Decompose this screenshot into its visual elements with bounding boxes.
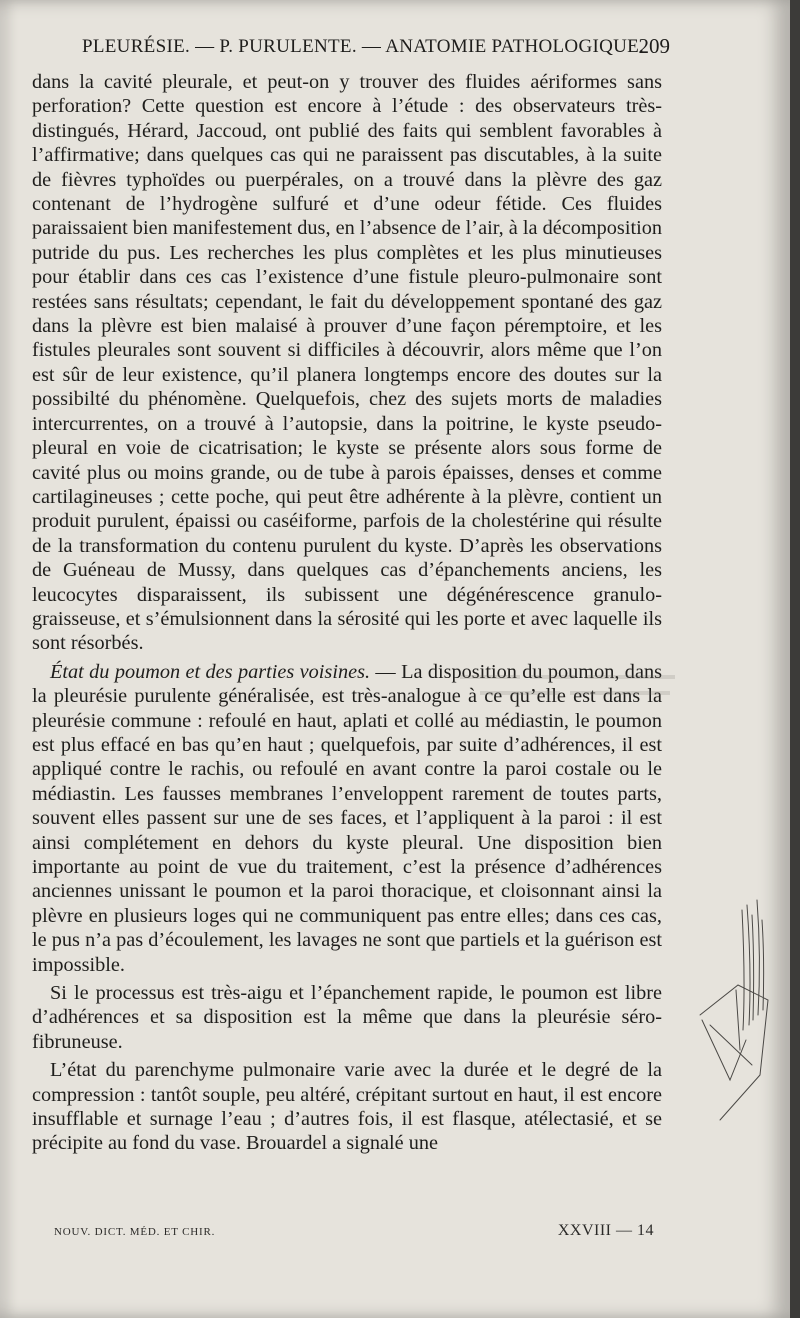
show-through-text: [460, 665, 690, 705]
paragraph-2: [32, 660, 662, 977]
paragraph-4-text: L’état du parenchyme pulmonaire varie avec la durée et le degré de la compression : tantôt souple, peu altéré, crépitant surtout en haut, il est encore insufflable et surnage l’eau ; d’autres fois, il est flasque, atélectasié, et se précipite au fond du vase. Brouardel a signalé une: [32, 1059, 662, 1155]
section-title: État du poumon et des parties voisines.: [50, 660, 371, 683]
footer-publication: NOUV. DICT. MÉD. ET CHIR.: [54, 1226, 216, 1238]
paragraph-3-text: Si le processus est très-aigu et l’épanchement rapide, le poumon est libre d’adhérences et sa disposition est la même que dans la pleurésie séro-fibruneuse.: [32, 982, 662, 1053]
footer-signature: XXVIII — 14: [557, 1222, 654, 1239]
page-number: 209: [638, 34, 670, 58]
paragraph-4: [32, 1058, 662, 1156]
paragraph-3: [32, 981, 662, 1054]
body-text: [32, 70, 662, 1156]
page-header: [30, 32, 670, 66]
paragraph-1: [32, 70, 662, 656]
running-head: PLEURÉSIE. — P. PURULENTE. — ANATOMIE PATHOLOGIQUE.: [82, 36, 645, 57]
paragraph-1-text: dans la cavité pleurale, et peut-on y trouver des fluides aériformes sans perforation? Cette question est encore à l’étude : des observateurs très-distingués, Hérard, Jaccoud, ont publié des faits qui semblent favorables à l’affirmative; dans quelques cas qui ne paraissent pas discutables, à la suite de fièvres typhoïdes ou puerpérales, on a trouvé dans la plèvre des gaz contenant de l’hydrogène sulfuré et d’une odeur fétide. Ces fluides paraissaient bien manifestement dus, en l’absence de l’air, à la décomposition putride du pus. Les recherches les plus complètes et les plus minutieuses pour établir dans ces cas l’existence d’une fistule pleuro-pulmonaire sont restées sans résultats; cependant, le fait du développement spontané des gaz dans la plèvre est bien malaisé à prouver d’une façon péremptoire, et les fistules pleurales sont souvent si difficiles à découvrir, alors même que l’on est sûr de leur existence, qu’il planera longtemps encore des doutes sur la possibilté du phénomène. Quelquefois, chez des sujets morts de maladies intercurrentes, on a trouvé à l’autopsie, dans la poitrine, le kyste pseudo-pleural en voie de cicatrisation; le kyste se présente alors sous forme de cavité plus ou moins grande, ou de tube à parois épaisses, denses et comme cartilagineuses ; cette poche, qui peut être adhérente à la plèvre, contient un produit purulent, épaissi ou caséiforme, parfois de la cholestérine qui résulte de la transformation du contenu purulent du kyste. D’après les observations de Guéneau de Mussy, dans quelques cas d’épanchements anciens, les leucocytes disparaissent, ils subissent une dégénérescence granulo-graisseuse, et s’émulsionnent dans la sérosité qui les porte et avec laquelle ils sont résorbés.: [32, 71, 662, 655]
paragraph-2-text: — La disposition du poumon, dans la pleurésie purulente généralisée, est très-analogue à ce qu’elle est dans la pleurésie commune : refoulé en haut, aplati et collé au médiastin, le poumon est plus effacé en bas qu’en haut ; quelquefois, par suite d’adhérences, il est appliqué contre le rachis, ou refoulé en avant contre la paroi costale ou le médiastin. Les fausses membranes l’enveloppent rarement de toutes parts, souvent elles passent sur une de ses faces, et l’appliquent à la paroi : il est ainsi complétement en dehors du kyste pleural. Une disposition bien importante au point de vue du traitement, c’est la présence d’adhérences anciennes unissant le poumon et la paroi thoracique, et cloisonnant ainsi la plèvre en plusieurs loges qui ne communiquent pas entre elles; dans ces cas, le pus n’a pas d’écoulement, les lavages ne sont que partiels et la guérison est impossible.: [32, 660, 662, 976]
handwritten-margin-mark: [690, 890, 785, 1140]
page-footer: [54, 1222, 654, 1246]
